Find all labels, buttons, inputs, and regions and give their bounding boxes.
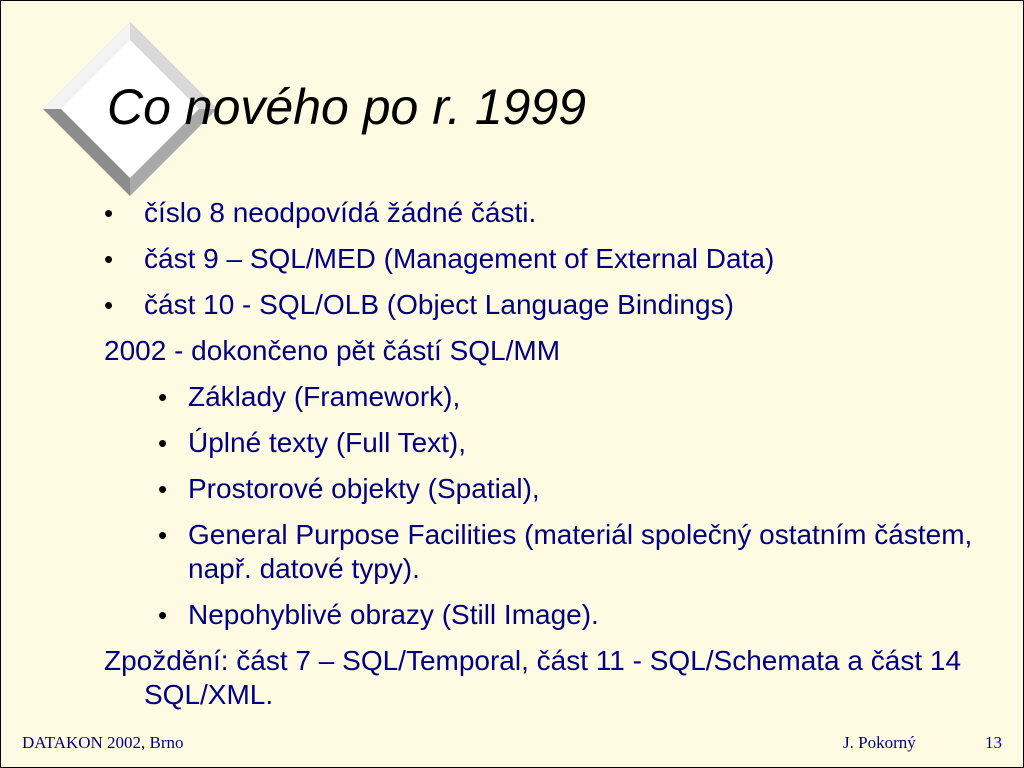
bullet-icon: • xyxy=(158,474,168,504)
bullet-icon: • xyxy=(104,198,114,228)
list-item-text: Prostorové objekty (Spatial), xyxy=(188,473,540,504)
list-item-text: Základy (Framework), xyxy=(188,381,461,412)
list-item-text: Úplné texty (Full Text), xyxy=(188,427,467,458)
list-item-text: část 9 – SQL/MED (Management of External Data) xyxy=(144,243,775,274)
list-item xyxy=(104,196,984,230)
bullet-icon: • xyxy=(158,428,168,458)
list-item xyxy=(104,472,984,506)
list-item xyxy=(104,380,984,414)
bullet-icon: • xyxy=(158,520,168,550)
section-heading-text: 2002 - dokončeno pět částí SQL/MM xyxy=(104,335,561,366)
slide-body xyxy=(104,196,984,724)
list-item xyxy=(104,426,984,460)
list-item xyxy=(104,518,984,586)
bullet-icon: • xyxy=(104,244,114,274)
section-heading-text: Zpoždění: část 7 – SQL/Temporal, část 11 - SQL/Schemata a část 14 SQL/XML. xyxy=(104,645,962,710)
bullet-icon: • xyxy=(104,290,114,320)
list-item-text: General Purpose Facilities (materiál společný ostatním částem, např. datové typy). xyxy=(188,519,973,584)
list-item xyxy=(104,242,984,276)
footer-event: DATAKON 2002, Brno xyxy=(22,733,184,752)
list-item xyxy=(104,288,984,322)
list-item-text: Nepohyblivé obrazy (Still Image). xyxy=(188,599,599,630)
list-item-text: část 10 - SQL/OLB (Object Language Bindings) xyxy=(144,289,734,320)
page-number: 13 xyxy=(985,733,1002,752)
bullet-icon: • xyxy=(158,600,168,630)
section-heading xyxy=(104,334,984,368)
footer-author: J. Pokorný xyxy=(843,733,916,752)
slide-title: Co nového po r. 1999 xyxy=(107,79,587,135)
list-item xyxy=(104,598,984,632)
bullet-icon: • xyxy=(158,382,168,412)
section-heading xyxy=(104,644,984,712)
list-item-text: číslo 8 neodpovídá žádné části. xyxy=(144,197,537,228)
